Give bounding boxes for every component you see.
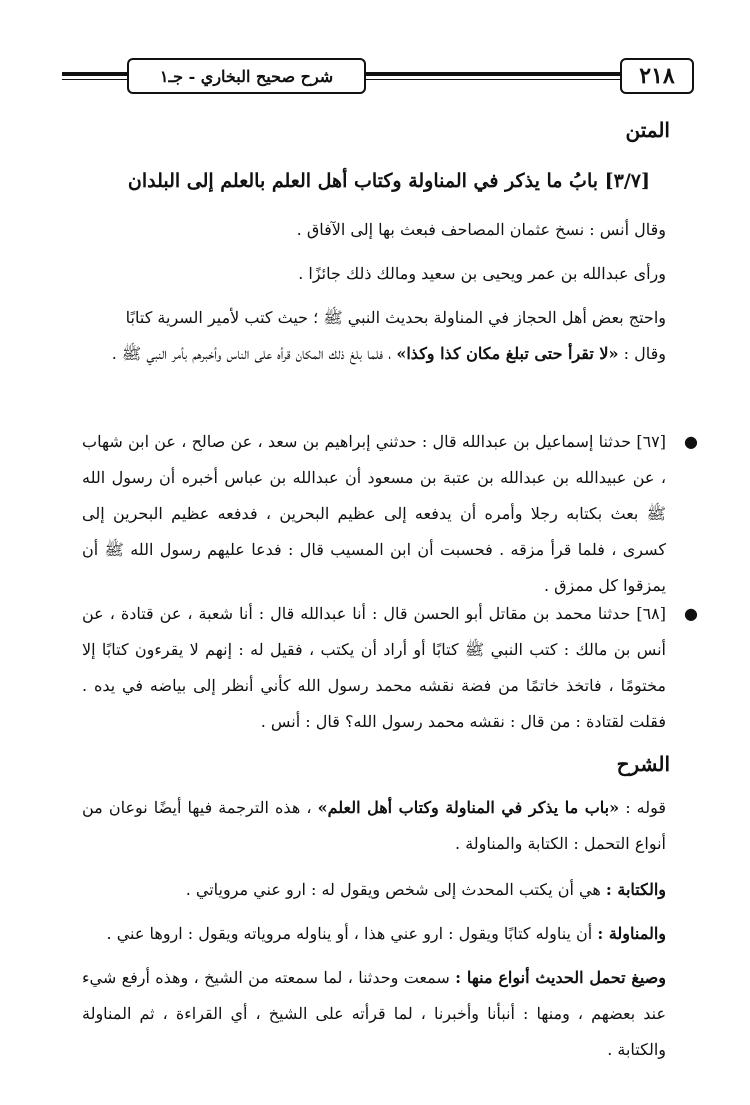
running-title: شرح صحيح البخاري - جـ١: [127, 58, 366, 94]
hadith-quote: «لا تقرأ حتى تبلغ مكان كذا وكذا»: [396, 344, 619, 363]
hadith-67: [٦٧] حدثنا إسماعيل بن عبدالله قال : حدثني إبراهيم بن سعد ، عن صالح ، عن ابن شهاب ، عن عبيدالله بن عبدالله بن عتبة بن مسعود أن عبدالله بن عباس أخبره أن رسول الله ﷺ بعث بكتابه رجلا وأمره أن يدفعه إلى عظيم البحرين ، فدفعه عظيم البحرين إلى كسرى ، فلما قرأ مزقه . فحسبت أن ابن المسيب قال : فدعا عليهم رسول الله ﷺ أن يمزقوا كل ممزق .: [82, 432, 666, 595]
matn-paragraph: واحتج بعض أهل الحجاز في المناولة بحديث النبي ﷺ ؛ حيث كتب لأمير السرية كتابًا: [125, 308, 666, 327]
bullet-icon: ●: [684, 604, 698, 623]
sharh-paragraph-3: [82, 916, 666, 952]
sharh-paragraph-1: [82, 790, 666, 862]
page-header: [62, 48, 694, 98]
definition: هي أن يكتب المحدث إلى شخص ويقول له : ارو عني مروياتي .: [185, 880, 601, 899]
quote-intro: وقال :: [623, 344, 666, 363]
sharh-label: الشرح: [616, 752, 670, 776]
page-number: ٢١٨: [620, 58, 694, 94]
sharh-paragraph-4: [82, 960, 666, 1068]
sharh-paragraph-2: [82, 872, 666, 908]
matn-paragraph: ورأى عبدالله بن عمر ويحيى بن سعيد ومالك ذلك جائزًا .: [298, 264, 666, 283]
term: والمناولة :: [597, 924, 666, 943]
sharh-quote: «باب ما يذكر في المناولة وكتاب أهل العلم»: [317, 798, 620, 817]
definition: سمعت وحدثنا ، لما سمعته من الشيخ ، وهذه أرفع شيء عند بعضهم ، ومنها : أنبأنا وأخبرنا ، لما قرأته على الشيخ ، أي القراءة ، ثم المناولة والكتابة .: [82, 968, 666, 1059]
definition: أن يناوله كتابًا ويقول : ارو عني هذا ، أو يناوله مروياته ويقول : اروها عني .: [106, 924, 593, 943]
matn-hadith-quote-paragraph: [82, 336, 666, 372]
sharh-rest: ، هذه الترجمة فيها أيضًا نوعان من أنواع التحمل : الكتابة والمناولة .: [82, 798, 666, 853]
term: والكتابة :: [605, 880, 666, 899]
bullet-icon: ●: [684, 432, 698, 451]
hadith-68: [٦٨] حدثنا محمد بن مقاتل أبو الحسن قال : أنا عبدالله قال : أنا شعبة ، عن قتادة ، عن أنس بن مالك : كتب النبي ﷺ كتابًا أو أراد أن يكتب ، فقيل له : إنهم لا يقرءون كتابًا إلا مختومًا ، فاتخذ خاتمًا من فضة نقشه محمد رسول الله كأني أنظر إلى بياضه في يده . فقلت لقتادة : من قال : نقشه محمد رسول الله؟ قال : أنس .: [82, 604, 666, 731]
matn-paragraph: وقال أنس : نسخ عثمان المصاحف فبعث بها إلى الآفاق .: [296, 220, 666, 239]
term: وصيغ تحمل الحديث أنواع منها :: [455, 968, 666, 987]
sharh-intro: قوله :: [625, 798, 667, 817]
chapter-title: [٣/٧] بابُ ما يذكر في المناولة وكتاب أهل العلم بالعلم إلى البلدان: [127, 170, 650, 192]
matn-label: المتن: [625, 118, 670, 142]
quote-rest: ، فلما بلغ ذلك المكان قرأه على الناس وأخبرهم بأمر النبي ﷺ .: [111, 344, 392, 363]
